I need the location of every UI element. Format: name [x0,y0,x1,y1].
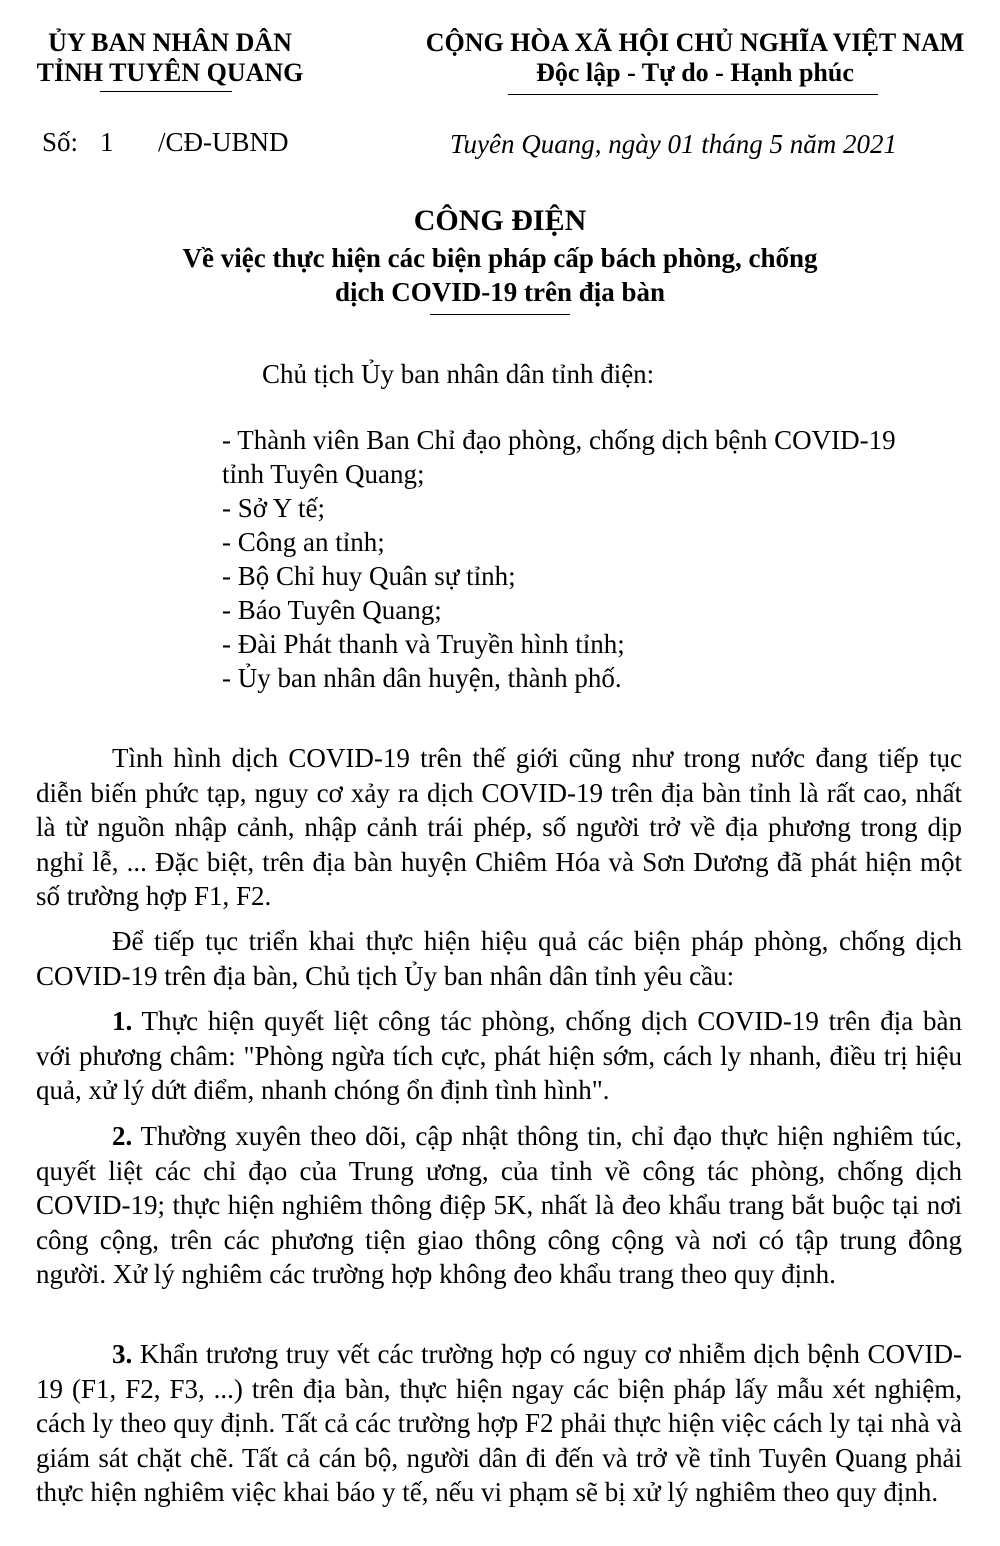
recipient-item: - Thành viên Ban Chỉ đạo phòng, chống dịch bệnh COVID-19 [222,425,896,455]
doc-subject-line1: Về việc thực hiện các biện pháp cấp bách phòng, chống [182,243,818,273]
recipient-item: - Ủy ban nhân dân huyện, thành phố. [222,663,622,693]
recipient-item: tỉnh Tuyên Quang; [222,459,425,489]
body-paragraph-situation: Tình hình dịch COVID-19 trên thế giới cũng như trong nước đang tiếp tục diễn biến phức tạp, nguy cơ xảy ra dịch COVID-19 trên địa bàn tỉnh là rất cao, nhất là từ nguồn nhập cảnh, nhập cảnh trái phép, số người trở về địa phương trong dịp nghỉ lễ, ... Đặc biệt, trên địa bàn huyện Chiêm Hóa và Sơn Dương đã phát hiện một số trường hợp F1, F2. [36,743,962,911]
doc-title: CÔNG ĐIỆN [413,204,587,237]
recipient-item: - Sở Y tế; [222,493,326,523]
motto-underline [508,94,878,95]
issuer-name: ỦY BAN NHÂN DÂN [48,28,292,57]
issuer-underline [100,91,232,92]
directive-item-1 [36,1004,962,1108]
directive-text: Thường xuyên theo dõi, cập nhật thông tin, chỉ đạo thực hiện nghiêm túc, quyết liệt các chỉ đạo của Trung ương, của tỉnh về công tác phòng, chống dịch COVID-19; thực hiện nghiêm thông điệp 5K, nhất là đeo khẩu trang bắt buộc tại nơi công cộng, trên các phương tiện giao thông công cộng và nơi có tập trung đông người. Xử lý nghiêm các trường hợp không đeo khẩu trang theo quy định. [36,1121,962,1289]
doc-number: 1 [100,127,114,157]
directive-text: Thực hiện quyết liệt công tác phòng, chống dịch COVID-19 trên địa bàn với phương châm: "Phòng ngừa tích cực, phát hiện sớm, cách ly nhanh, điều trị hiệu quả, xử lý dứt điểm, nhanh chóng ổn định tình hình". [36,1006,962,1105]
recipient-item: - Báo Tuyên Quang; [222,595,442,625]
doc-number-label: Số: [42,127,79,157]
subject-underline [430,314,570,315]
issuer-province: TỈNH TUYÊN QUANG [36,58,304,87]
doc-subject-line2: dịch COVID-19 trên địa bàn [334,277,666,307]
national-title: CỘNG HÒA XÃ HỘI CHỦ NGHĨA VIỆT NAM [425,28,965,57]
place-date: Tuyên Quang, ngày 01 tháng 5 năm 2021 [450,129,897,159]
recipient-item: - Đài Phát thanh và Truyền hình tỉnh; [222,629,625,659]
national-motto: Độc lập - Tự do - Hạnh phúc [536,58,854,87]
recipient-item: - Công an tỉnh; [222,527,385,557]
directive-number: 2. [112,1121,133,1151]
directive-number: 3. [112,1339,133,1369]
directive-text: Khẩn trương truy vết các trường hợp có nguy cơ nhiễm dịch bệnh COVID-19 (F1, F2, F3, ...) trên địa bàn, thực hiện ngay các biện pháp lấy mẫu xét nghiệm, cách ly theo quy định. Tất cả các trường hợp F2 phải thực hiện việc cách ly tại nhà và giám sát chặt chẽ. Tất cả cán bộ, người dân đi đến và trở về tỉnh Tuyên Quang phải thực hiện nghiêm việc khai báo y tế, nếu vi phạm sẽ bị xử lý nghiêm theo quy định. [36,1339,962,1507]
doc-code: /CĐ-UBND [158,127,289,157]
recipient-item: - Bộ Chỉ huy Quân sự tỉnh; [222,561,516,591]
body-paragraph-request: Để tiếp tục triển khai thực hiện hiệu quả các biện pháp phòng, chống dịch COVID-19 trên địa bàn, Chủ tịch Ủy ban nhân dân tỉnh yêu cầu: [36,926,962,991]
directive-item-3 [36,1337,962,1510]
sender-line: Chủ tịch Ủy ban nhân dân tỉnh điện: [262,359,655,389]
directive-item-2 [36,1119,962,1292]
directive-number: 1. [112,1006,133,1036]
